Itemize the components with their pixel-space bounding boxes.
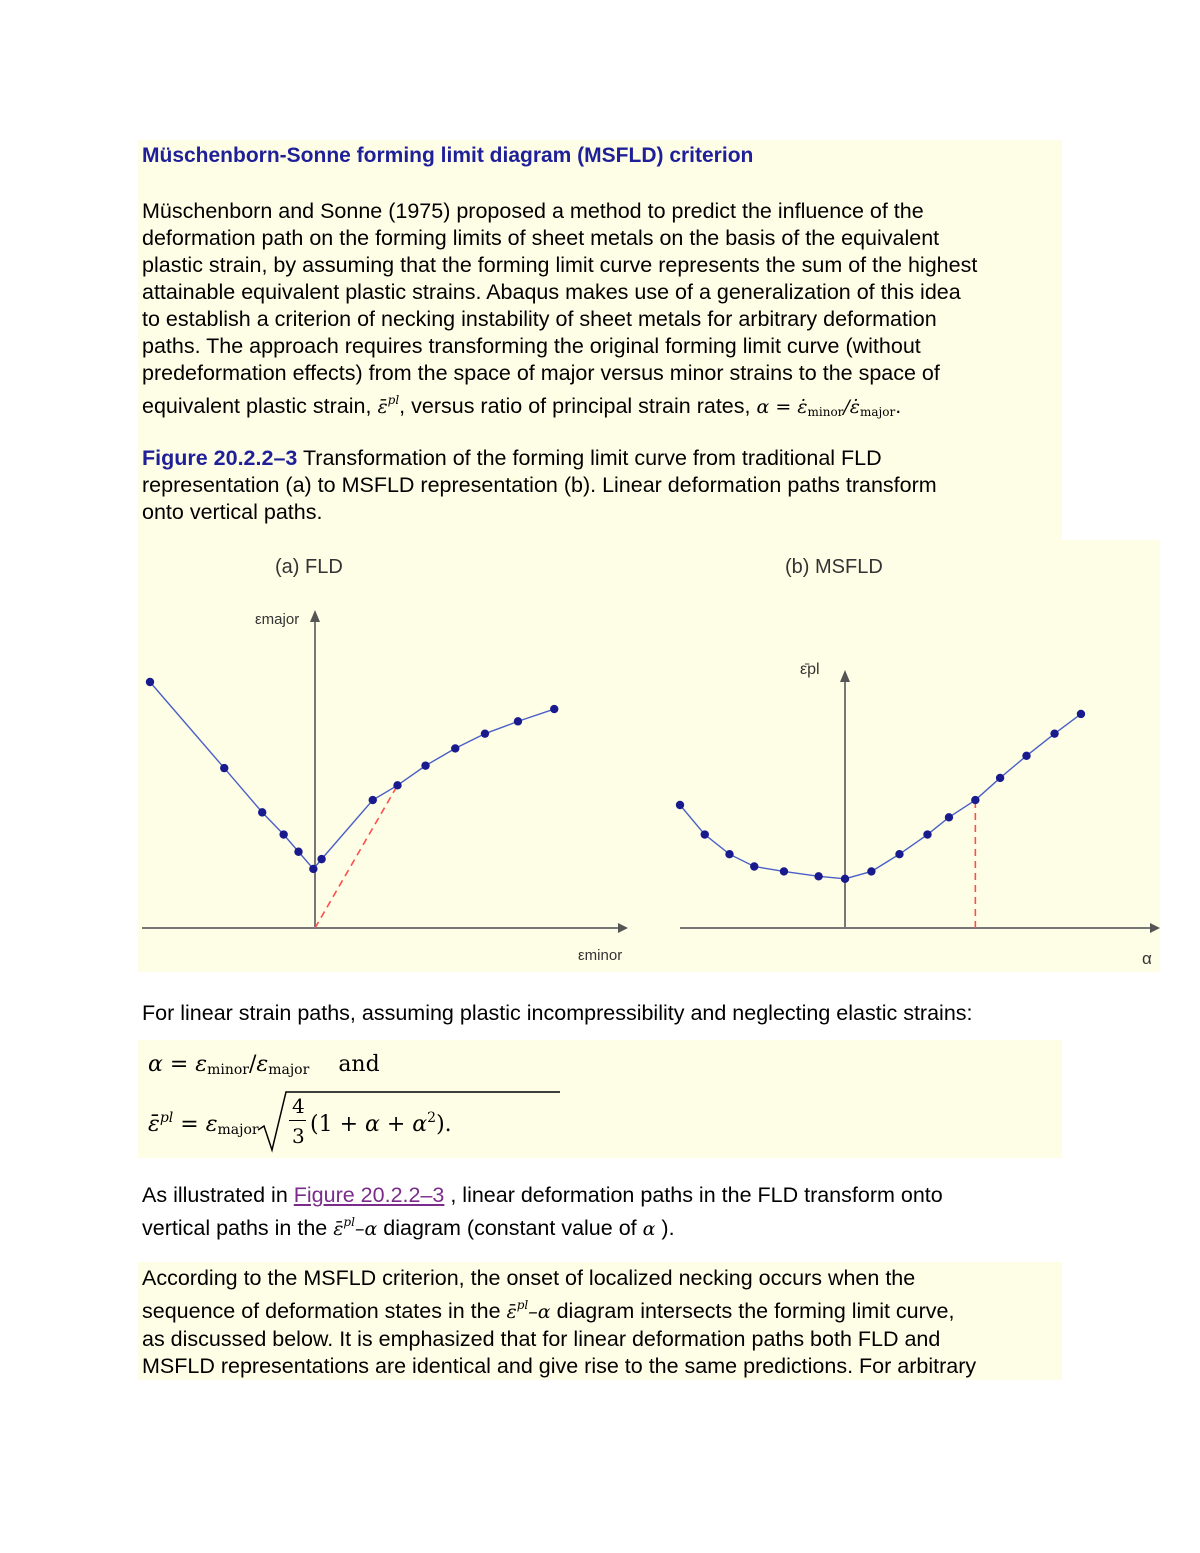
chart-b-point — [971, 796, 979, 804]
equation-alpha: $\alpha = \varepsilon_{minor}/\varepsilon_{major}$ and — [148, 1052, 380, 1078]
criterion-paragraph: According to the MSFLD criterion, the onset of localized necking occurs when the sequence of deformation states in the ε̄$^{pl}$–α diagram intersects the forming limit curve, as discussed below. It is emphasized that for linear deformation paths both FLD and MSFLD representations are identical and give rise to the same predictions. For arbitrary — [142, 1266, 977, 1378]
chart-b-point — [867, 867, 875, 875]
eps-alpha-symbol: ε̄$^{pl}$–α — [333, 1215, 378, 1240]
chart-a-point — [514, 717, 522, 725]
chart-a-title: (a) FLD — [275, 556, 343, 578]
chart-a-x-arrow — [618, 923, 628, 933]
chart-b-point — [780, 867, 788, 875]
linear-paths-text: For linear strain paths, assuming plastic incompressibility and neglecting elastic strains: — [142, 1001, 973, 1025]
chart-a-point — [369, 796, 377, 804]
chart-b-x-label: α — [1142, 949, 1152, 968]
illustration-paragraph: As illustrated in Figure 20.2.2–3 , linear deformation paths in the FLD transform onto vertical paths in the ε̄$^{pl}$–α diagram (constant value of α ). — [142, 1183, 943, 1240]
chart-b-title: (b) MSFLD — [785, 556, 883, 578]
intro-line: deformation path on the forming limits of sheet metals on the basis of the equivalent — [142, 226, 940, 250]
chart-b-point — [1022, 752, 1030, 760]
chart-fld — [142, 556, 628, 964]
section-title: Müschenborn-Sonne forming limit diagram (MSFLD) criterion — [142, 144, 754, 167]
chart-b-point — [1077, 710, 1085, 718]
chart-b-point — [750, 862, 758, 870]
chart-a-point — [309, 865, 317, 873]
chart-a-point — [550, 705, 558, 713]
intro-line: to establish a criterion of necking instability of sheet metals for arbitrary deformation — [142, 307, 937, 331]
chart-a-point — [294, 848, 302, 856]
figure-20-2-2-3 — [0, 540, 1200, 1000]
chart-b-point — [923, 830, 931, 838]
eps-alpha-symbol: ε̄$^{pl}$–α — [506, 1298, 551, 1323]
chart-a-point — [220, 764, 228, 772]
chart-a-point — [279, 830, 287, 838]
chart-a-series-line — [150, 682, 554, 869]
chart-b-point — [895, 850, 903, 858]
equation-and: and — [338, 1052, 380, 1077]
chart-a-point — [393, 781, 401, 789]
chart-b-point — [701, 830, 709, 838]
chart-b-point — [996, 774, 1004, 782]
figure-link[interactable]: Figure 20.2.2–3 — [293, 1183, 445, 1207]
chart-b-y-label: ε̄pl — [800, 661, 820, 678]
chart-a-x-label: εminor — [578, 947, 623, 964]
intro-line: paths. The approach requires transforming the original forming limit curve (without — [142, 334, 921, 358]
chart-b-series-line — [680, 714, 1081, 879]
chart-a-dashed-path — [315, 785, 398, 928]
eps-bar-pl-symbol: ε̄$^{pl}$ — [377, 393, 400, 418]
chart-b-point — [725, 850, 733, 858]
chart-b-point — [841, 875, 849, 883]
chart-b-point — [945, 813, 953, 821]
chart-a-point — [258, 808, 266, 816]
intro-line: attainable equivalent plastic strains. Abaqus makes use of a generalization of this idea — [142, 280, 961, 304]
chart-a-point — [317, 855, 325, 863]
chart-a-y-arrow — [310, 610, 320, 622]
chart-b-point — [814, 872, 822, 880]
chart-a-points — [146, 678, 559, 873]
chart-b-x-arrow — [1150, 923, 1160, 933]
chart-b-points — [676, 710, 1085, 883]
alpha-symbol: α — [642, 1218, 656, 1240]
chart-a-point — [451, 744, 459, 752]
chart-a-y-label: εmajor — [255, 611, 300, 628]
alpha-rate-formula: $\alpha = \varepsiloṅ_{minor}/\varepsiloṅ_{major}$ — [756, 396, 896, 419]
intro-line-last: equivalent plastic strain, ε̄$^{pl}$, versus ratio of principal strain rates, $\alpha = \varepsiloṅ_{minor}/\varepsiloṅ_{major}$. — [142, 393, 902, 419]
chart-msfld — [676, 556, 1160, 968]
figure-label: Figure 20.2.2–3 — [142, 446, 298, 470]
chart-b-y-arrow — [840, 670, 850, 682]
chart-a-point — [146, 678, 154, 686]
intro-paragraph — [142, 198, 1072, 426]
intro-line: Müschenborn and Sonne (1975) proposed a method to predict the influence of the — [142, 199, 924, 223]
chart-a-point — [421, 761, 429, 769]
figure-caption: Figure 20.2.2–3 Transformation of the forming limit curve from traditional FLD representation (a) to MSFLD representation (b). Linear deformation paths transform onto vertical paths. — [142, 446, 937, 524]
chart-b-point — [1050, 729, 1058, 737]
intro-line: plastic strain, by assuming that the forming limit curve represents the sum of the highest — [142, 253, 978, 277]
intro-line: predeformation effects) from the space of major versus minor strains to the space of — [142, 361, 940, 385]
chart-b-point — [676, 801, 684, 809]
chart-a-point — [481, 729, 489, 737]
